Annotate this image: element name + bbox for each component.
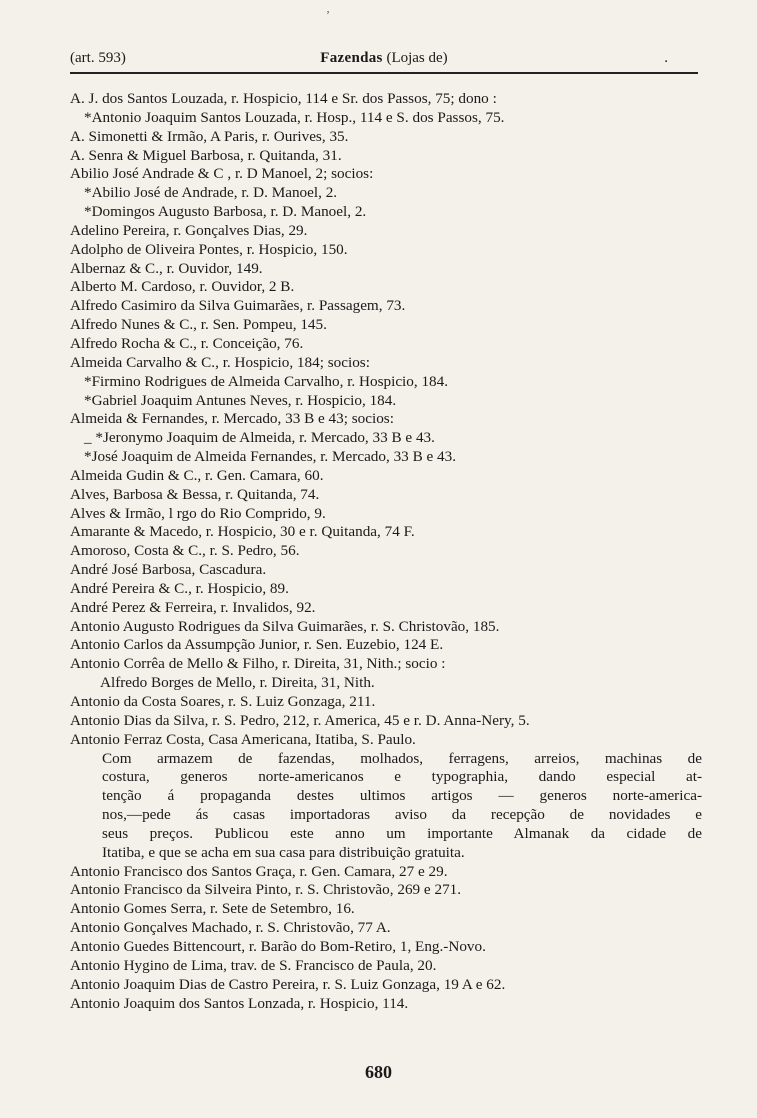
entry-line: Antonio Hygino de Lima, trav. de S. Francisco de Paula, 20. bbox=[70, 956, 437, 974]
entry-line: Amarante & Macedo, r. Hospicio, 30 e r. Quitanda, 74 F. bbox=[70, 523, 415, 541]
entry-line: *José Joaquim de Almeida Fernandes, r. Mercado, 33 B e 43. bbox=[84, 448, 457, 466]
entry-line: Almeida & Fernandes, r. Mercado, 33 B e 43; socios: bbox=[70, 410, 394, 428]
entry-line: Albernaz & C., r. Ouvidor, 149. bbox=[70, 259, 263, 277]
entry-line: Almeida Gudin & C., r. Gen. Camara, 60. bbox=[70, 466, 324, 484]
top-mark: ʼ bbox=[326, 8, 330, 22]
entry-line: *Abilio José de Andrade, r. D. Manoel, 2. bbox=[84, 184, 338, 202]
section-title-sub: (Lojas de) bbox=[386, 50, 448, 66]
entry-line: Antonio Joaquim dos Santos Lonzada, r. Hospicio, 114. bbox=[70, 994, 409, 1012]
entry-line: Antonio Gomes Serra, r. Sete de Setembro, 16. bbox=[70, 900, 355, 918]
directory-entries bbox=[70, 90, 702, 1013]
entry-line: André José Barbosa, Cascadura. bbox=[70, 561, 267, 579]
entry-line: _ *Jeronymo Joaquim de Almeida, r. Mercado, 33 B e 43. bbox=[84, 429, 435, 447]
entry-line: Antonio Francisco da Silveira Pinto, r. S. Christovão, 269 e 271. bbox=[70, 881, 462, 899]
entry-line: nos,—pede ás casas importadoras aviso da recepção de novidades e bbox=[102, 806, 702, 824]
section-title bbox=[70, 50, 698, 67]
entry-line: Almeida Carvalho & C., r. Hospicio, 184; socios: bbox=[70, 353, 370, 371]
section-title-main: Fazendas bbox=[320, 50, 383, 66]
header-rule bbox=[70, 72, 698, 74]
entry-line: Antonio Joaquim Dias de Castro Pereira, r. S. Luiz Gonzaga, 19 A e 62. bbox=[70, 975, 506, 993]
entry-line: Antonio Augusto Rodrigues da Silva Guimarães, r. S. Christovão, 185. bbox=[70, 617, 500, 635]
entry-line: Antonio Francisco dos Santos Graça, r. Gen. Camara, 27 e 29. bbox=[70, 862, 448, 880]
entry-line: Com armazem de fazendas, molhados, ferragens, arreios, machinas de bbox=[102, 749, 702, 767]
entry-line: Alves & Irmão, l rgo do Rio Comprido, 9. bbox=[70, 504, 326, 522]
entry-line: *Domingos Augusto Barbosa, r. D. Manoel, 2. bbox=[84, 203, 367, 221]
entry-line: Antonio Corrêa de Mello & Filho, r. Direita, 31, Nith.; socio : bbox=[70, 655, 446, 673]
entry-line: Antonio Ferraz Costa, Casa Americana, Itatiba, S. Paulo. bbox=[70, 730, 416, 748]
entry-line: Antonio da Costa Soares, r. S. Luiz Gonzaga, 211. bbox=[70, 693, 376, 710]
entry-line: Abilio José Andrade & C , r. D Manoel, 2; socios: bbox=[70, 165, 374, 183]
entry-line: Itatiba, e que se acha em sua casa para distribuição gratuita. bbox=[102, 843, 465, 861]
entry-line: seus preços. Publicou este anno um importante Almanak da cidade de bbox=[102, 824, 702, 842]
running-header bbox=[70, 50, 698, 72]
article-ref: (art. 593) bbox=[70, 50, 126, 66]
entry-line: Alfredo Nunes & C., r. Sen. Pompeu, 145. bbox=[70, 316, 327, 334]
entry-line: Amoroso, Costa & C., r. S. Pedro, 56. bbox=[70, 542, 300, 560]
entry-line: tenção á propaganda destes ultimos artigos — generos norte-america- bbox=[102, 787, 702, 805]
page-number: 680 bbox=[365, 1062, 392, 1082]
entry-line: Alfredo Casimiro da Silva Guimarães, r. Passagem, 73. bbox=[70, 297, 406, 315]
entry-line: Alves, Barbosa & Bessa, r. Quitanda, 74. bbox=[70, 485, 320, 503]
header-mark: . bbox=[664, 50, 668, 66]
entry-line: Alberto M. Cardoso, r. Ouvidor, 2 B. bbox=[70, 278, 295, 296]
entry-line: *Gabriel Joaquim Antunes Neves, r. Hospicio, 184. bbox=[84, 391, 397, 409]
entry-line: Alfredo Borges de Mello, r. Direita, 31, Nith. bbox=[100, 674, 375, 692]
entry-line: André Pereira & C., r. Hospicio, 89. bbox=[70, 579, 289, 597]
entry-line: *Firmino Rodrigues de Almeida Carvalho, r. Hospicio, 184. bbox=[84, 372, 449, 390]
entry-line: Alfredo Rocha & C., r. Conceição, 76. bbox=[70, 334, 304, 352]
entry-line: A. Simonetti & Irmão, A Paris, r. Ourives, 35. bbox=[70, 127, 349, 145]
entry-line: Antonio Dias da Silva, r. S. Pedro, 212, r. America, 45 e r. D. Anna-Nery, 5. bbox=[70, 711, 530, 729]
entry-line: costura, generos norte-americanos e typographia, dando especial at- bbox=[102, 768, 702, 786]
entry-line: A. J. dos Santos Louzada, r. Hospicio, 114 e Sr. dos Passos, 75; dono : bbox=[70, 90, 497, 107]
entry-line: André Perez & Ferreira, r. Invalidos, 92. bbox=[70, 598, 316, 616]
entry-line: Adelino Pereira, r. Gonçalves Dias, 29. bbox=[70, 221, 308, 239]
entry-line: A. Senra & Miguel Barbosa, r. Quitanda, 31. bbox=[70, 146, 342, 164]
entry-line: *Antonio Joaquim Santos Louzada, r. Hosp., 114 e S. dos Passos, 75. bbox=[84, 108, 505, 126]
entry-line: Adolpho de Oliveira Pontes, r. Hospicio, 150. bbox=[70, 240, 348, 258]
entry-line: Antonio Guedes Bittencourt, r. Barão do Bom-Retiro, 1, Eng.-Novo. bbox=[70, 937, 486, 955]
entry-line: Antonio Carlos da Assumpção Junior, r. Sen. Euzebio, 124 E. bbox=[70, 636, 444, 654]
entry-line: Antonio Gonçalves Machado, r. S. Christovão, 77 A. bbox=[70, 919, 391, 937]
